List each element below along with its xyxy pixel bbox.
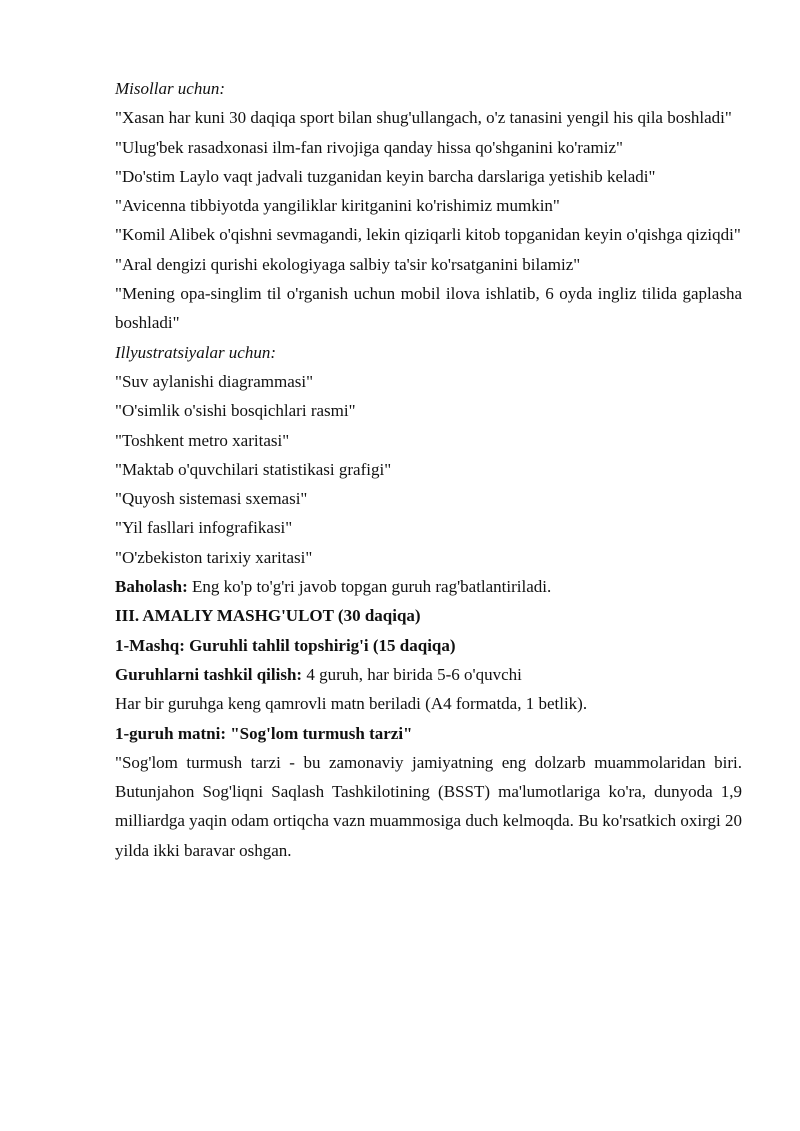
example-item: "Avicenna tibbiyotda yangiliklar kiritganini ko'rishimiz mumkin" xyxy=(115,196,560,216)
assessment-line xyxy=(115,572,742,601)
example-item: "Komil Alibek o'qishni sevmagandi, lekin qiziqarli kitob topganidan keyin o'qishga qiziqdi" xyxy=(115,225,741,245)
page-content xyxy=(115,74,742,865)
group1-text: "Sog'lom turmush tarzi - bu zamonaviy jamiyatning eng dolzarb muammolaridan biri. Butunjahon Sog'liqni Saqlash Tashkilotining (BSST) ma'lumotlariga ko'ra, dunyoda 1,9 milliardga yaqin odam ortiqcha vazn muammosiga duch kelmoqda. Bu ko'rsatkich oxirgi 20 yilda ikki baravar oshgan. xyxy=(115,752,742,860)
exercise-heading: 1-Mashq: Guruhli tahlil topshirig'i (15 daqiqa) xyxy=(115,635,456,655)
example-item: "Aral dengizi qurishi ekologiyaga salbiy ta'sir ko'rsatganini bilamiz" xyxy=(115,254,581,274)
illustration-item: "Maktab o'quvchilari statistikasi grafigi" xyxy=(115,459,392,479)
assessment-text: Eng ko'p to'g'ri javob topgan guruh rag'batlantiriladi. xyxy=(187,577,552,597)
section-heading: III. AMALIY MASHG'ULOT (30 daqiqa) xyxy=(115,606,421,626)
handout-note: Har bir guruhga keng qamrovli matn beriladi (A4 formatda, 1 betlik). xyxy=(115,694,588,714)
illustration-item: "Yil fasllari infografikasi" xyxy=(115,518,293,538)
examples-heading: Misollar uchun: xyxy=(115,79,226,98)
grouping-label: Guruhlarni tashkil qilish: xyxy=(115,664,303,684)
illustration-item: "O'simlik o'sishi bosqichlari rasmi" xyxy=(115,401,356,421)
illustration-item: "Toshkent metro xaritasi" xyxy=(115,430,290,450)
example-item: "Mening opa-singlim til o'rganish uchun mobil ilova ishlatib, 6 oyda ingliz tilida gaplasha boshladi" xyxy=(115,284,742,333)
illustrations-heading: Illyustratsiyalar uchun: xyxy=(115,342,277,362)
example-item: "Ulug'bek rasadxonasi ilm-fan rivojiga qanday hissa qo'shganini ko'ramiz" xyxy=(115,137,623,157)
example-item: "Xasan har kuni 30 daqiqa sport bilan shug'ullangach, o'z tanasini yengil his qila boshladi" xyxy=(115,108,732,128)
assessment-label: Baholash: xyxy=(115,577,188,597)
illustration-item: "Quyosh sistemasi sxemasi" xyxy=(115,489,308,509)
example-item: "Do'stim Laylo vaqt jadvali tuzganidan keyin barcha darslariga yetishib keladi" xyxy=(115,166,656,186)
group1-heading: 1-guruh matni: "Sog'lom turmush tarzi" xyxy=(115,723,413,743)
grouping-text: 4 guruh, har birida 5-6 o'quvchi xyxy=(302,664,522,684)
illustration-item: "O'zbekiston tarixiy xaritasi" xyxy=(115,547,313,567)
grouping-line xyxy=(115,660,742,689)
illustration-item: "Suv aylanishi diagrammasi" xyxy=(115,371,314,391)
